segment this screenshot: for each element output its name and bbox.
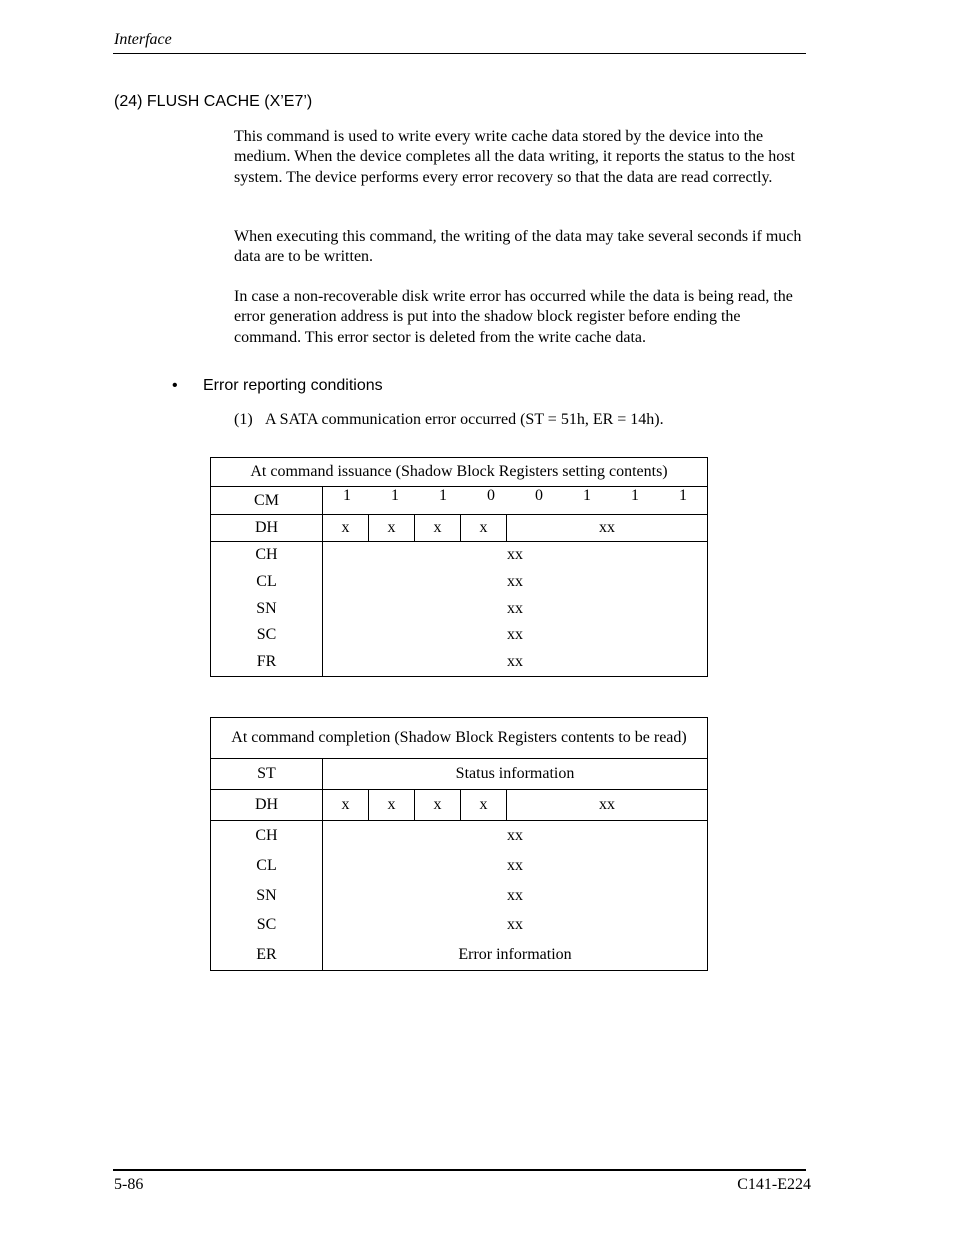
paragraph-error-note: In case a non-recoverable disk write error has occurred while the data is being read, the error generation address is put into the shadow block register before ending the command. This error sector is deleted from the write cache data. (234, 288, 793, 346)
register-label: SC (256, 626, 277, 644)
error-condition-item (234, 411, 664, 429)
completion-table-title: At command completion (Shadow Block Registers contents to be read) (211, 718, 708, 759)
issuance-table-title: At command issuance (Shadow Block Registers setting contents) (211, 458, 708, 487)
dh-bit: x (461, 515, 507, 542)
register-value: xx (507, 599, 523, 617)
register-label: SN (256, 599, 277, 617)
register-values (323, 821, 708, 971)
dh-bit: x (369, 515, 415, 542)
bullet-heading: Error reporting conditions (203, 377, 383, 394)
register-label: ER (256, 946, 277, 964)
bullet-marker: • (172, 377, 178, 394)
register-label-dh: DH (211, 515, 323, 542)
register-label-dh: DH (211, 790, 323, 821)
register-label: CH (255, 546, 278, 563)
error-condition-number: (1) (234, 411, 253, 428)
register-label-cm: CM (211, 487, 323, 515)
cm-bit: 1 (343, 487, 351, 504)
dh-bit: x (323, 515, 369, 542)
register-label: CL (256, 572, 277, 590)
register-value: Error information (458, 946, 572, 964)
register-labels (211, 821, 323, 971)
register-label: CL (256, 856, 277, 874)
cm-bits (323, 487, 708, 515)
register-value: xx (507, 626, 523, 644)
dh-bit: x (369, 790, 415, 821)
section-title: (24) FLUSH CACHE (X’E7’) (114, 93, 313, 110)
register-label-st: ST (211, 759, 323, 790)
register-value: xx (507, 546, 523, 563)
cm-bit: 1 (679, 487, 687, 504)
dh-rest: xx (507, 515, 708, 542)
register-label: SN (256, 886, 277, 904)
register-label: SC (256, 916, 277, 934)
cm-bit: 1 (391, 487, 399, 504)
error-condition-text: A SATA communication error occurred (ST = 51h, ER = 14h). (265, 411, 664, 428)
register-labels (211, 542, 323, 677)
dh-bit: x (415, 515, 461, 542)
register-values (323, 542, 708, 677)
cm-bit: 0 (487, 487, 495, 504)
register-value: xx (507, 827, 523, 844)
dh-bit: x (323, 790, 369, 821)
cm-bit: 0 (535, 487, 543, 504)
document-id: C141-E224 (737, 1176, 811, 1193)
header-rule (113, 53, 806, 54)
running-header: Interface (114, 31, 172, 48)
cm-bit: 1 (439, 487, 447, 504)
dh-bit: x (461, 790, 507, 821)
dh-rest: xx (507, 790, 708, 821)
paragraph-description: This command is used to write every write cache data stored by the device into the medium. When the device completes all the data writing, it reports the status to the host system. The device performs every error recovery so that the data are read correctly. (234, 128, 795, 186)
register-label: FR (256, 653, 277, 671)
register-label: CH (255, 827, 278, 844)
dh-bit: x (415, 790, 461, 821)
completion-register-table (210, 717, 708, 971)
paragraph-timing-note: When executing this command, the writing of the data may take several seconds if much data are to be written. (234, 228, 802, 266)
issuance-register-table (210, 457, 708, 677)
register-value: xx (507, 886, 523, 904)
register-value: xx (507, 572, 523, 590)
register-value: xx (507, 856, 523, 874)
cm-bit: 1 (631, 487, 639, 504)
cm-bit: 1 (583, 487, 591, 504)
footer-rule (113, 1169, 806, 1171)
status-information: Status information (323, 759, 708, 790)
page-number: 5-86 (114, 1176, 144, 1193)
register-value: xx (507, 653, 523, 671)
register-value: xx (507, 916, 523, 934)
